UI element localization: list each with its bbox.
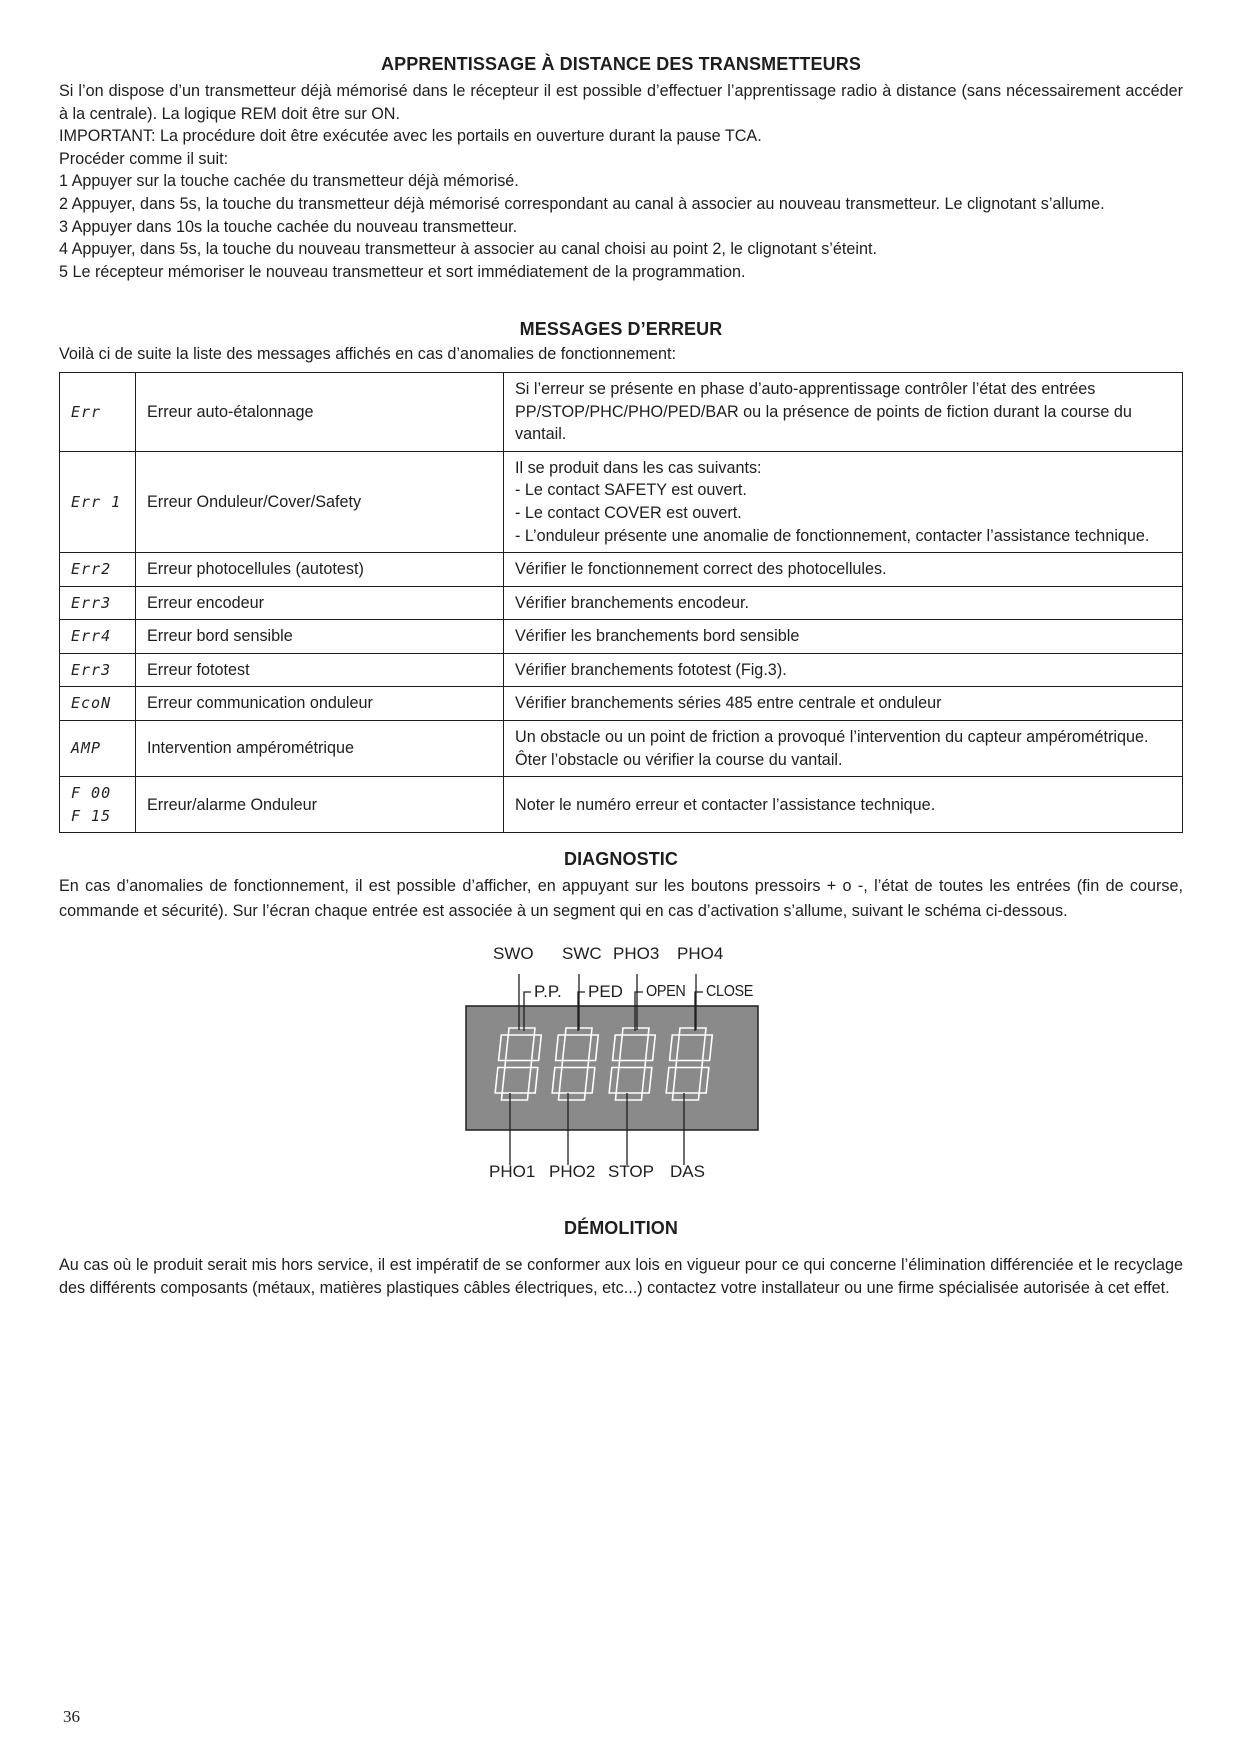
- error-code: Err3: [60, 653, 136, 687]
- error-name: Erreur auto-étalonnage: [136, 372, 504, 451]
- important-note: IMPORTANT: La procédure doit être exécutée avec les portails en ouverture durant la pause TCA.: [59, 127, 762, 146]
- error-description: Un obstacle ou un point de friction a provoqué l’intervention du capteur ampérométrique. Ôter l’obstacle ou vérifier la course du vantail.: [504, 721, 1183, 777]
- step-4: 4 Appuyer, dans 5s, la touche du nouveau transmetteur à associer au canal choisi au point 2, le clignotant s’éteint.: [59, 240, 877, 259]
- intro-paragraph: Si l’on dispose d’un transmetteur déjà mémorisé dans le récepteur il est possible d’effectuer l’apprentissage radio à distance (sans nécessairement accéder à la centrale). La logique REM doit être sur ON.: [59, 82, 1183, 123]
- section-title-apprentissage: APPRENTISSAGE À DISTANCE DES TRANSMETTEURS: [381, 54, 861, 74]
- error-description: Il se produit dans les cas suivants: - Le contact SAFETY est ouvert. - Le contact COVER est ouvert. - L’onduleur présente une anomalie de fonctionnement, contacter l’assistance technique.: [504, 451, 1183, 552]
- error-code: AMP: [60, 721, 136, 777]
- error-description: Vérifier branchements encodeur.: [504, 586, 1183, 620]
- label-pho3: PHO3: [613, 944, 660, 964]
- table-row: [60, 777, 1183, 833]
- procedure-label: Procéder comme il suit:: [59, 149, 229, 168]
- error-code: F 00 F 15: [60, 777, 136, 833]
- error-code: EcoN: [60, 687, 136, 721]
- label-ped: PED: [588, 982, 623, 1002]
- page-content: [59, 52, 1183, 1300]
- error-name: Intervention ampérométrique: [136, 721, 504, 777]
- error-name: Erreur bord sensible: [136, 620, 504, 654]
- section-title-erreur: MESSAGES D’ERREUR: [519, 319, 723, 340]
- label-swc: SWC: [562, 944, 602, 964]
- step-3: 3 Appuyer dans 10s la touche cachée du nouveau transmetteur.: [59, 217, 518, 236]
- error-name: Erreur photocellules (autotest): [136, 553, 504, 587]
- step-5: 5 Le récepteur mémoriser le nouveau transmetteur et sort immédiatement de la programmation.: [59, 262, 746, 281]
- table-row: [60, 620, 1183, 654]
- table-row: [60, 451, 1183, 552]
- table-row: [60, 687, 1183, 721]
- error-name: Erreur fototest: [136, 653, 504, 687]
- step-1: 1 Appuyer sur la touche cachée du transmetteur déjà mémorisé.: [59, 172, 519, 191]
- table-row: [60, 653, 1183, 687]
- error-code: Err2: [60, 553, 136, 587]
- label-pho1: PHO1: [489, 1162, 536, 1182]
- label-stop: STOP: [608, 1162, 654, 1182]
- error-name: Erreur/alarme Onduleur: [136, 777, 504, 833]
- error-name: Erreur Onduleur/Cover/Safety: [136, 451, 504, 552]
- error-code: Err3: [60, 586, 136, 620]
- label-swo: SWO: [493, 944, 534, 964]
- label-das: DAS: [670, 1162, 705, 1182]
- error-description: Si l’erreur se présente en phase d’auto-apprentissage contrôler l’état des entrées PP/STOP/PHC/PHO/PED/BAR ou la présence de points de fiction durant la course du vantail.: [504, 372, 1183, 451]
- label-pho4: PHO4: [677, 944, 724, 964]
- table-row: [60, 372, 1183, 451]
- display-schematic: [59, 930, 1183, 1190]
- error-name: Erreur communication onduleur: [136, 687, 504, 721]
- label-close: CLOSE: [706, 983, 754, 1001]
- error-code: Err 1: [60, 451, 136, 552]
- error-code: Err: [60, 372, 136, 451]
- segment-display-diagram: [59, 930, 1183, 1190]
- error-table: [59, 372, 1183, 834]
- table-row: [60, 721, 1183, 777]
- label-open: OPEN: [646, 983, 686, 1001]
- error-name: Erreur encodeur: [136, 586, 504, 620]
- label-pp: P.P.: [534, 982, 562, 1002]
- error-description: Vérifier les branchements bord sensible: [504, 620, 1183, 654]
- error-description: Noter le numéro erreur et contacter l’assistance technique.: [504, 777, 1183, 833]
- error-intro: Voilà ci de suite la liste des messages affichés en cas d’anomalies de fonctionnement:: [59, 345, 676, 364]
- section-title-demolition: DÉMOLITION: [564, 1218, 678, 1239]
- error-description: Vérifier branchements fototest (Fig.3).: [504, 653, 1183, 687]
- diagnostic-paragraph: En cas d’anomalies de fonctionnement, il est possible d’afficher, en appuyant sur les boutons pressoirs + o -, l’état de toutes les entrées (fin de course, commande et sécurité). Sur l’écran chaque entrée est associée à un segment qui en cas d’activation s’allume, suivant le schéma ci-dessous.: [59, 877, 1183, 921]
- error-code: Err4: [60, 620, 136, 654]
- demolition-paragraph: Au cas où le produit serait mis hors service, il est impératif de se conformer aux lois en vigueur pour ce qui concerne l’élimination différenciée et le recyclage des différents composants (métaux, matières plastiques câbles électriques, etc...) contactez votre installateur ou une firme spécialisée autorisée à cet effet.: [59, 1256, 1183, 1298]
- step-2: 2 Appuyer, dans 5s, la touche du transmetteur déjà mémorisé correspondant au canal à associer au nouveau transmetteur. Le clignotant s’allume.: [59, 194, 1105, 213]
- label-pho2: PHO2: [549, 1162, 596, 1182]
- error-description: Vérifier branchements séries 485 entre centrale et onduleur: [504, 687, 1183, 721]
- table-row: [60, 553, 1183, 587]
- error-description: Vérifier le fonctionnement correct des photocellules.: [504, 553, 1183, 587]
- section-title-diagnostic: DIAGNOSTIC: [563, 849, 678, 870]
- page-number: 36: [63, 1707, 80, 1726]
- table-row: [60, 586, 1183, 620]
